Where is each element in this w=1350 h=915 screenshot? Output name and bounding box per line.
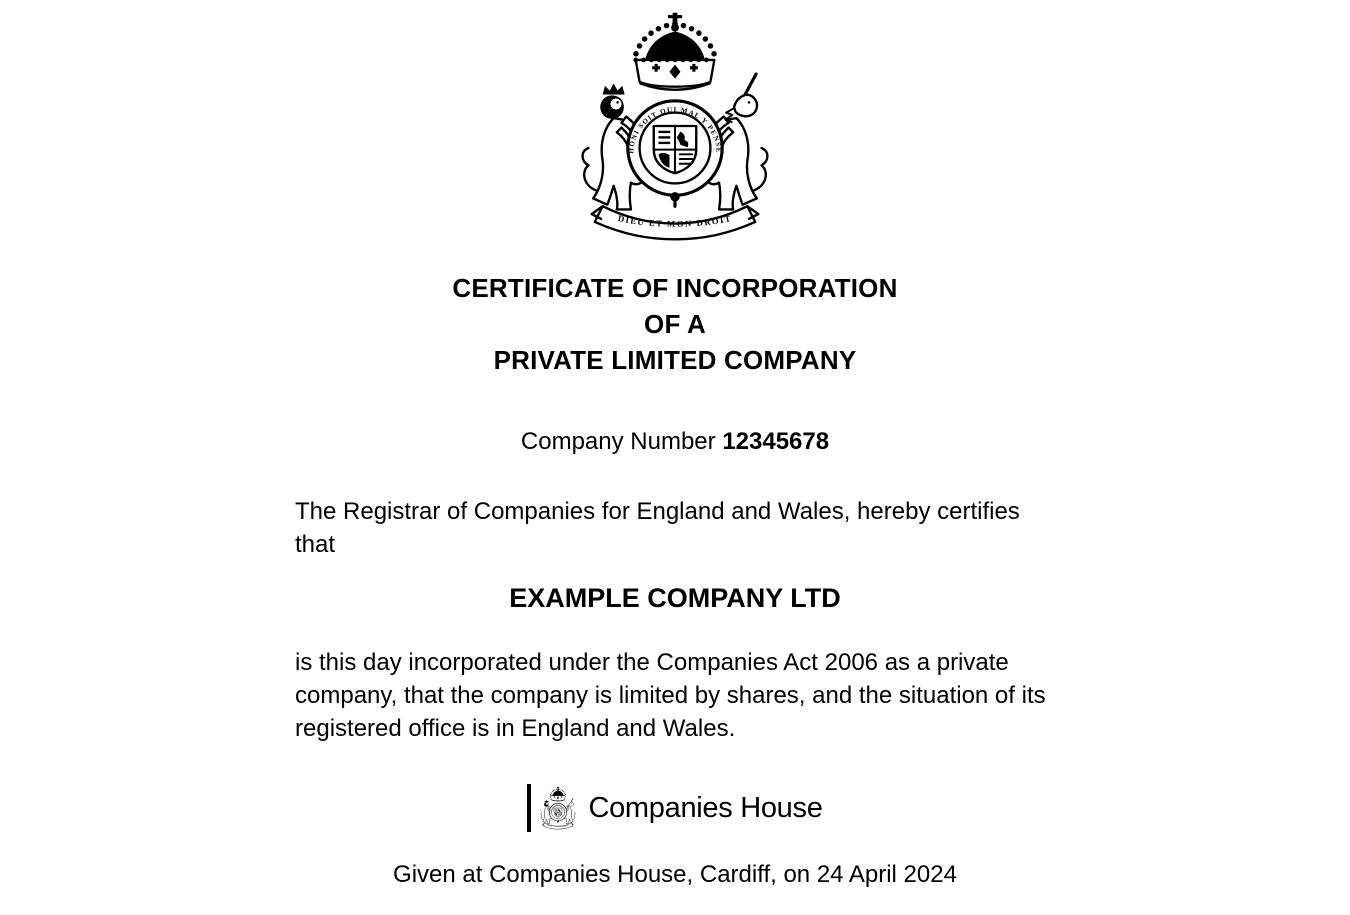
certificate-title-line2: OF A xyxy=(644,309,706,339)
royal-coat-of-arms-icon xyxy=(557,8,793,244)
certificate-title-line3: PRIVATE LIMITED COMPANY xyxy=(493,345,857,375)
logo-divider-bar xyxy=(527,784,531,832)
certificate-title-line1: CERTIFICATE OF INCORPORATION xyxy=(452,273,898,303)
registrar-statement: The Registrar of Companies for England and Wales, hereby certifies that xyxy=(295,498,1020,558)
company-number-line xyxy=(295,428,1055,456)
companies-house-logo-text: Companies House xyxy=(588,791,823,824)
certificate-title xyxy=(295,270,1055,378)
certificate-body xyxy=(295,270,1055,889)
company-name: EXAMPLE COMPANY LTD xyxy=(509,583,841,613)
crest-container xyxy=(0,0,1350,240)
company-number-label: Company Number xyxy=(520,428,716,455)
given-statement: Given at Companies House, Cardiff, on 24 April 2024 xyxy=(393,861,957,888)
companies-house-crest-icon xyxy=(536,784,580,832)
companies-house-logo xyxy=(295,782,1055,834)
incorporation-statement: is this day incorporated under the Companies Act 2006 as a private company, that the company is limited by shares, and the situation of its registered office is in England and Wales. xyxy=(295,649,1046,742)
company-number-value: 12345678 xyxy=(722,428,830,455)
